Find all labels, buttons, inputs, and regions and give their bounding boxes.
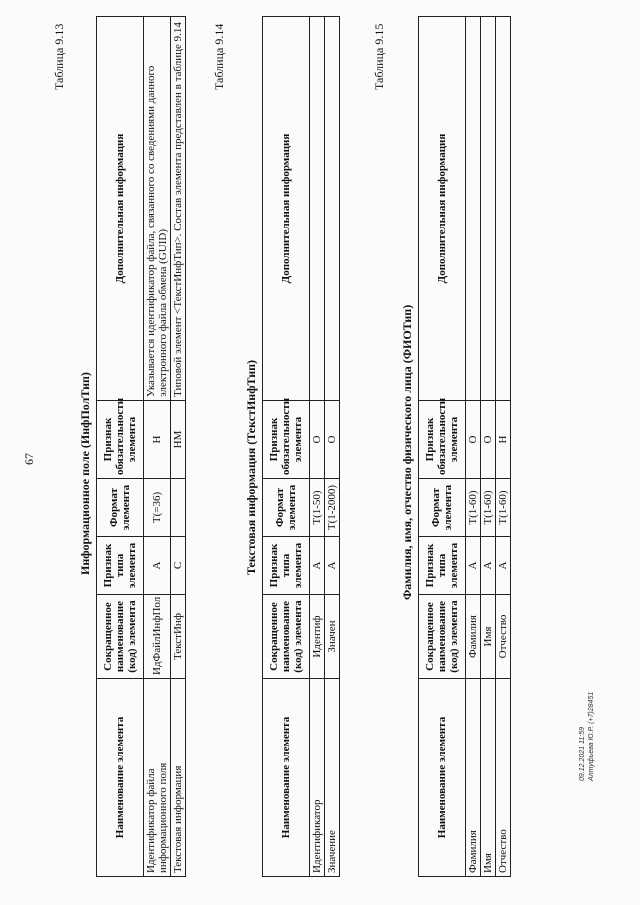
column-header: Признак обязательности элемента <box>97 401 144 479</box>
column-header: Формат элемента <box>263 479 310 537</box>
table-9-14-number: Таблица 9.14 <box>212 23 226 90</box>
table-cell: T(1-60) <box>466 479 481 537</box>
table-cell: Типовой элемент <ТекстИнфТип>. Состав элемента представлен в таблице 9.14 <box>171 17 186 401</box>
table-9-13-title: Информационное поле (ИнфПолТип) <box>78 372 92 575</box>
page-number: 67 <box>22 453 36 465</box>
table-cell: А <box>481 537 496 595</box>
table-cell <box>171 479 186 537</box>
stamp-line-2: Алтуфьева Ю.Р. (+7)28451 <box>588 691 595 781</box>
table-cell: Значение <box>325 679 340 877</box>
table-header-row <box>97 17 144 877</box>
table-cell: Н <box>144 401 171 479</box>
stamp-line-1: 09.12.2021 11:59 <box>579 727 586 781</box>
column-header: Сокращенное наименование (код) элемента <box>419 595 466 679</box>
table-cell: О <box>310 401 325 479</box>
table-9-13-number: Таблица 9.13 <box>52 23 66 90</box>
column-header: Признак типа элемента <box>97 537 144 595</box>
table-cell: О <box>325 401 340 479</box>
table-cell: Имя <box>481 679 496 877</box>
table-cell: T(1-60) <box>481 479 496 537</box>
column-header: Признак типа элемента <box>263 537 310 595</box>
table-cell: Фамилия <box>466 595 481 679</box>
table-cell: Идентификатор файла информационного поля <box>144 679 171 877</box>
table-cell <box>310 17 325 401</box>
table-9-13 <box>96 16 186 877</box>
column-header: Наименование элемента <box>263 679 310 877</box>
table-cell: ТекстИнф <box>171 595 186 679</box>
table-cell: А <box>466 537 481 595</box>
table-cell <box>481 17 496 401</box>
table-cell: T(1-2000) <box>325 479 340 537</box>
table-cell: А <box>496 537 511 595</box>
table-cell: Отчество <box>496 595 511 679</box>
table-cell: T(1-50) <box>310 479 325 537</box>
table-cell: ИдФайлИнфПол <box>144 595 171 679</box>
table-cell: Указывается идентификатор файла, связанного со сведениями данного электронного файла обмена (GUID) <box>144 17 171 401</box>
table-9-14-title: Текстовая информация (ТекстИнфТип) <box>244 359 258 575</box>
column-header: Наименование элемента <box>419 679 466 877</box>
column-header: Формат элемента <box>419 479 466 537</box>
column-header: Наименование элемента <box>97 679 144 877</box>
table-row <box>325 17 340 877</box>
table-cell: А <box>310 537 325 595</box>
table-cell: Н <box>496 401 511 479</box>
table-cell: T(1-60) <box>496 479 511 537</box>
column-header: Дополнительная информация <box>419 17 466 401</box>
table-9-15-number: Таблица 9.15 <box>372 23 386 90</box>
table-9-14 <box>262 16 340 877</box>
table-header-row <box>263 17 310 877</box>
column-header: Дополнительная информация <box>263 17 310 401</box>
table-cell: НМ <box>171 401 186 479</box>
table-cell <box>496 17 511 401</box>
table-cell: T(=36) <box>144 479 171 537</box>
table-cell: О <box>466 401 481 479</box>
table-cell: С <box>171 537 186 595</box>
table-cell: Текстовая информация <box>171 679 186 877</box>
table-9-15-title: Фамилия, имя, отчество физического лица (ФИОТип) <box>400 304 414 600</box>
table-cell: Фамилия <box>466 679 481 877</box>
table-cell: Идентиф <box>310 595 325 679</box>
column-header: Признак обязательности элемента <box>263 401 310 479</box>
table-row <box>496 17 511 877</box>
table-cell: О <box>481 401 496 479</box>
column-header: Сокращенное наименование (код) элемента <box>263 595 310 679</box>
column-header: Признак обязательности элемента <box>419 401 466 479</box>
table-row <box>144 17 171 877</box>
table-row <box>171 17 186 877</box>
table-cell: Идентификатор <box>310 679 325 877</box>
table-header-row <box>419 17 466 877</box>
table-cell <box>466 17 481 401</box>
table-cell: Значен <box>325 595 340 679</box>
column-header: Формат элемента <box>97 479 144 537</box>
table-row <box>310 17 325 877</box>
column-header: Дополнительная информация <box>97 17 144 401</box>
table-cell: Имя <box>481 595 496 679</box>
table-9-15 <box>418 16 511 877</box>
table-cell: А <box>144 537 171 595</box>
table-row <box>466 17 481 877</box>
table-cell <box>325 17 340 401</box>
table-cell: А <box>325 537 340 595</box>
table-cell: Отчество <box>496 679 511 877</box>
signature-stamp <box>578 692 596 781</box>
column-header: Сокращенное наименование (код) элемента <box>97 595 144 679</box>
column-header: Признак типа элемента <box>419 537 466 595</box>
table-row <box>481 17 496 877</box>
